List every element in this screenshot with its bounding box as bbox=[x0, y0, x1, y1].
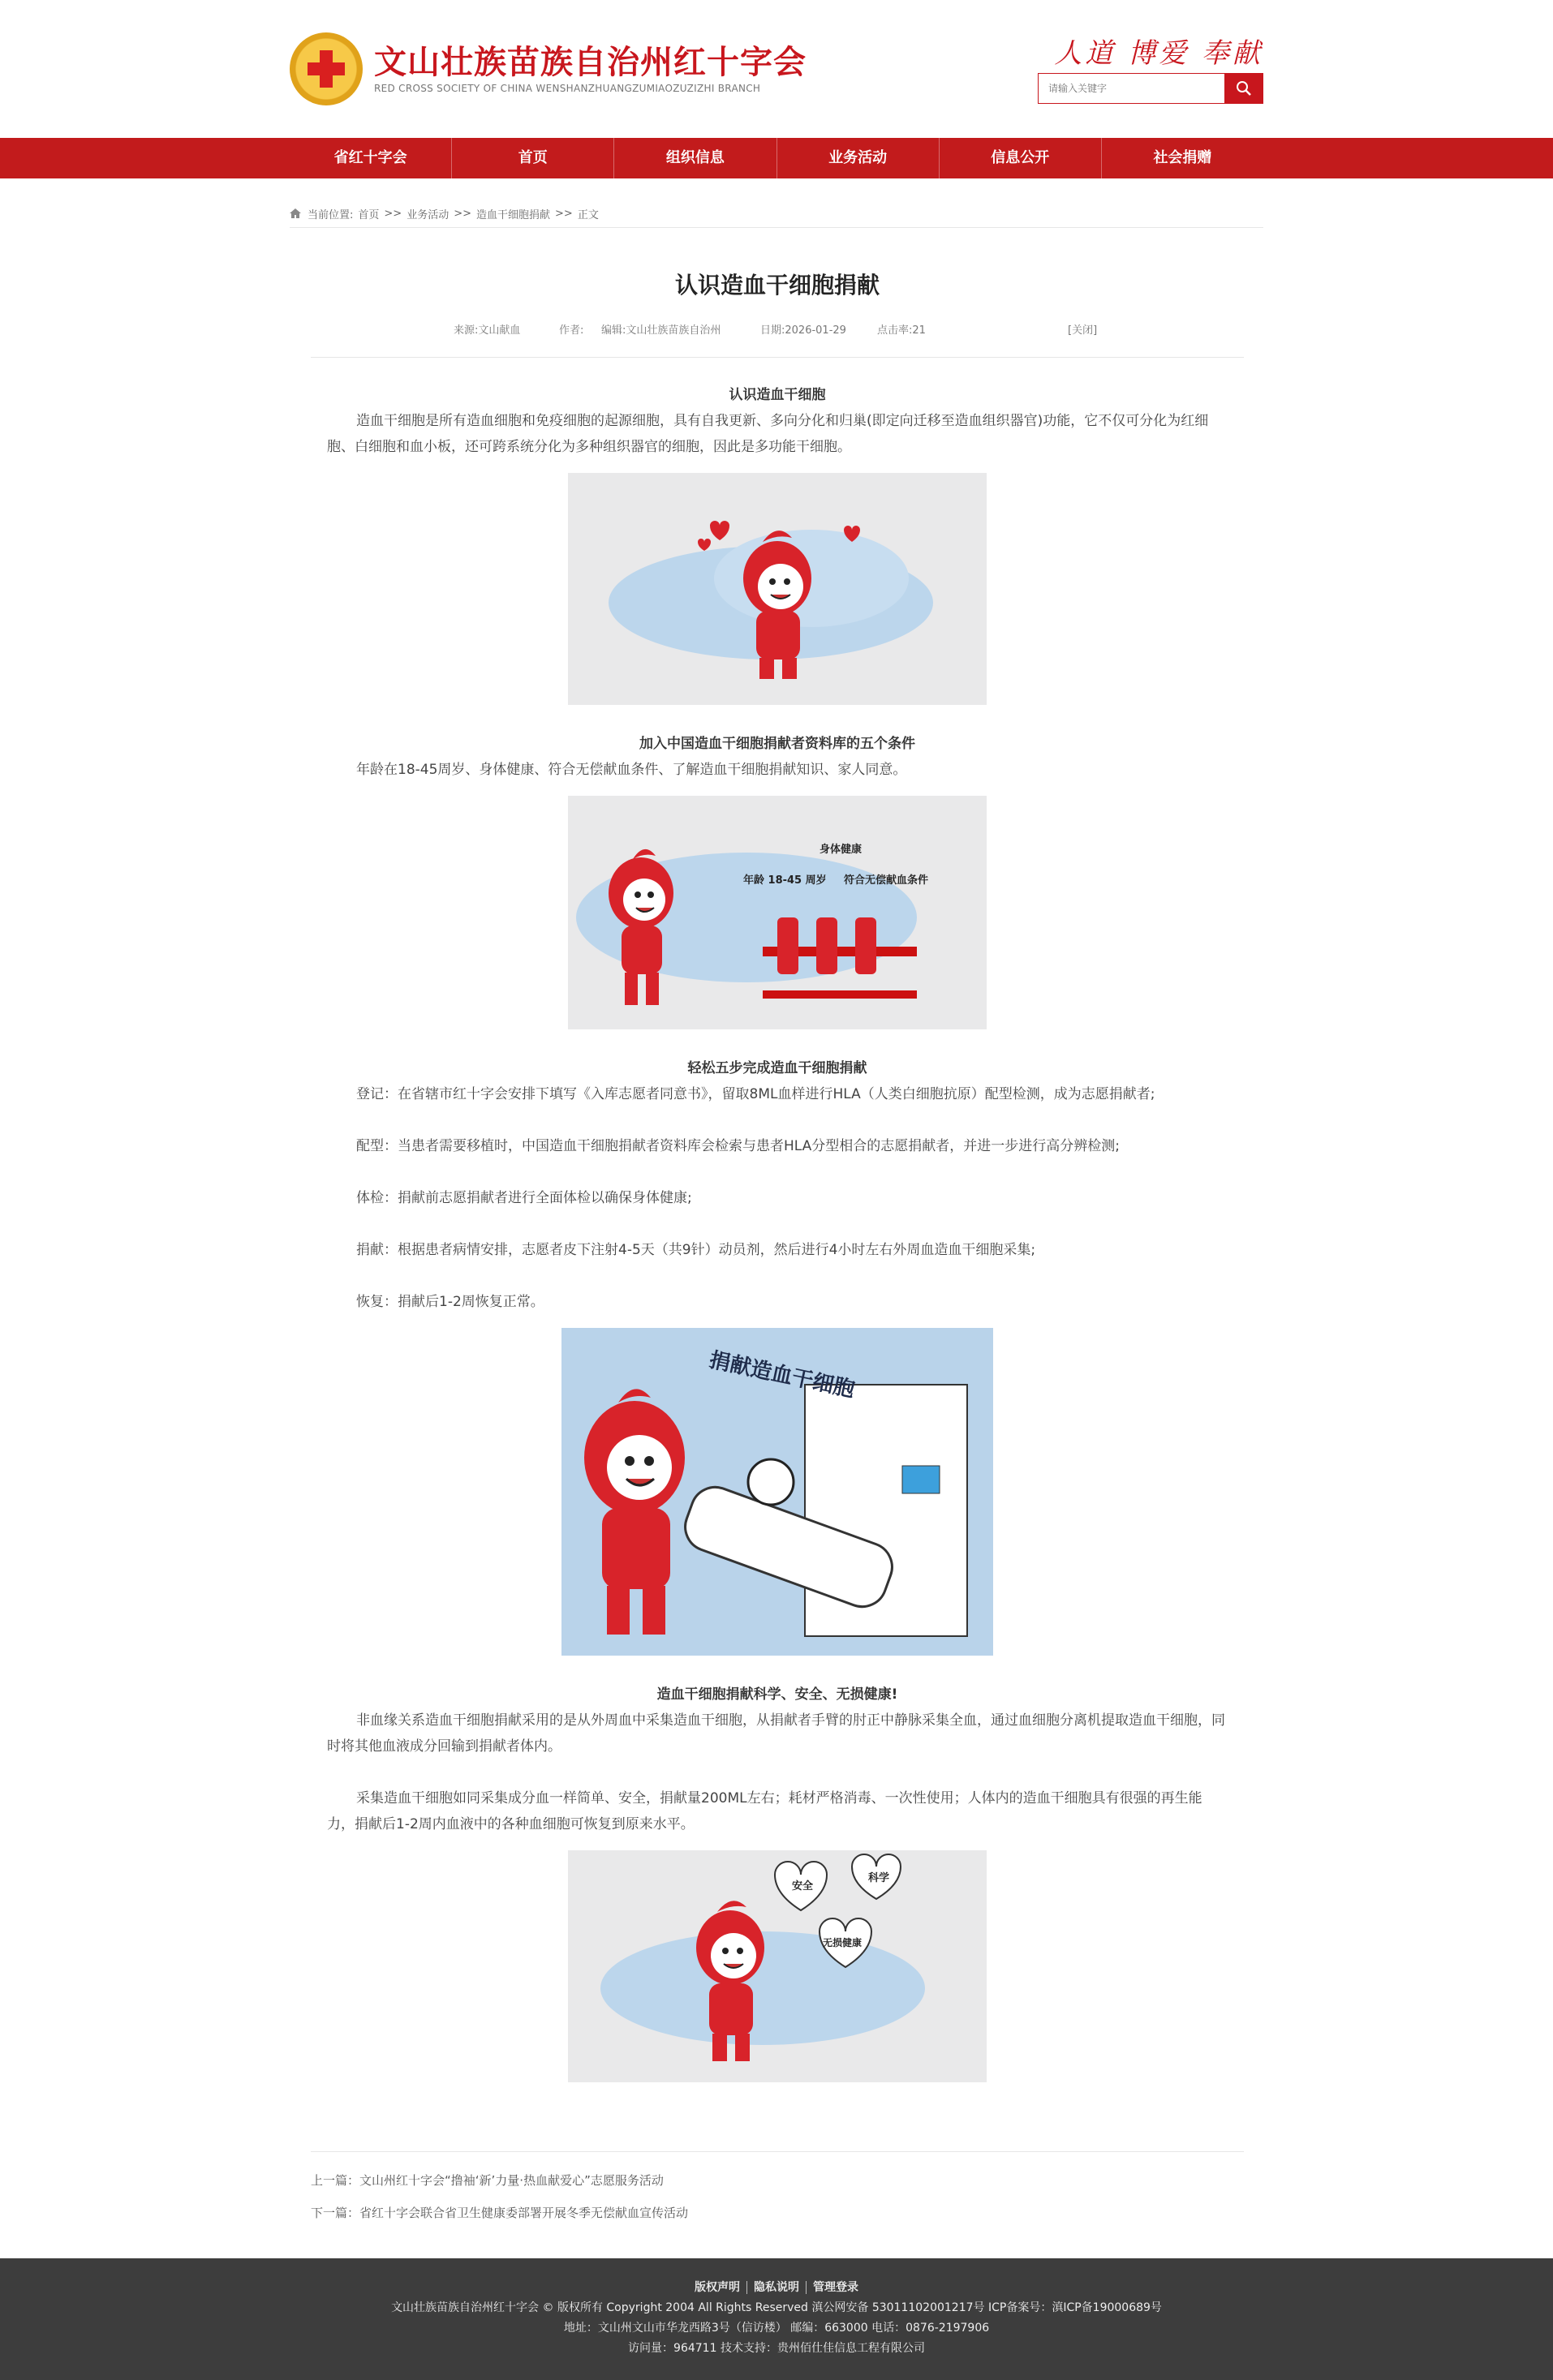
article bbox=[311, 227, 1244, 2082]
article-author: 作者: bbox=[559, 324, 584, 337]
section-heading: 轻松五步完成造血干细胞捐献 bbox=[687, 1060, 867, 1076]
footer-link-privacy[interactable]: 隐私说明 bbox=[747, 2281, 807, 2294]
search-box bbox=[1038, 73, 1263, 104]
label-health: 身体健康 bbox=[820, 844, 863, 856]
footer-visits: 访问量：964711 技术支持：贵州佰仕佳信息工程有限公司 bbox=[628, 2342, 925, 2355]
article-editor: 编辑:文山壮族苗族自治州 bbox=[601, 324, 721, 337]
slogan: 人道 博爱 奉献 bbox=[1054, 37, 1263, 70]
paragraph: 配型：当患者需要移植时，中国造血干细胞捐献者资料库会检索与患者HLA分型相合的志愿捐献者，并进一步进行高分辨检测; bbox=[356, 1138, 1120, 1154]
donation-illustration-image bbox=[561, 1328, 993, 1656]
breadcrumb-business[interactable]: 业务活动 bbox=[407, 208, 450, 221]
prev-article-link[interactable]: 上一篇：文山州红十字会“撸袖‘新’力量·热血献爱心”志愿服务活动 bbox=[311, 2173, 664, 2188]
label-blood: 符合无偿献血条件 bbox=[844, 874, 929, 887]
breadcrumb bbox=[290, 200, 1263, 228]
search-button[interactable] bbox=[1224, 73, 1263, 104]
breadcrumb-sep: >> bbox=[384, 207, 402, 220]
paragraph: 捐献：根据患者病情安排，志愿者皮下注射4-5天（共9针）动员剂，然后进行4小时左右外周血造血干细胞采集; bbox=[356, 1242, 1036, 1258]
paragraph: 非血缘关系造血干细胞捐献采用的是从外周血中采集造血干细胞，从捐献者手臂的肘正中静脉采集全血，通过血细胞分离机提取造血干细胞，同时将其他血液成分回输到捐献者体内。 bbox=[327, 1712, 1225, 1755]
mascot-image-safe bbox=[568, 1850, 987, 2082]
footer-link-copyright[interactable]: 版权声明 bbox=[688, 2281, 747, 2294]
paragraph: 体检：捐献前志愿捐献者进行全面体检以确保身体健康; bbox=[356, 1190, 692, 1206]
nav-item-donation[interactable]: 社会捐赠 bbox=[1153, 149, 1212, 166]
breadcrumb-sep: >> bbox=[454, 207, 472, 220]
breadcrumb-current: 正文 bbox=[577, 208, 599, 221]
nav-item-home[interactable]: 首页 bbox=[452, 138, 614, 178]
paragraph: 年龄在18-45周岁、身体健康、符合无偿献血条件、了解造血干细胞捐献知识、家人同意。 bbox=[356, 762, 907, 778]
footer-copyright: 文山壮族苗族自治州红十字会 © 版权所有 Copyright 2004 All Rights Reserved 滇公网安备 53011102001217号 ICP备案号：滇ICP备19000689号 bbox=[391, 2301, 1162, 2314]
org-name-cn: 文山壮族苗族自治州红十字会 bbox=[374, 44, 807, 81]
label-harmless: 无损健康 bbox=[823, 1937, 863, 1948]
label-science: 科学 bbox=[868, 1872, 890, 1884]
footer-links bbox=[0, 2258, 1553, 2298]
breadcrumb-home[interactable]: 首页 bbox=[358, 208, 380, 221]
article-date: 日期:2026-01-29 bbox=[760, 324, 846, 337]
paragraph: 采集造血干细胞如同采集成分血一样简单、安全，捐献量200ML左右；耗材严格消毒、一次性使用；人体内的造血干细胞具有很强的再生能力，捐献后1-2周内血液中的各种血细胞可恢复到原来水平。 bbox=[327, 1790, 1202, 1832]
article-source: 来源:文山献血 bbox=[454, 324, 521, 337]
nav-item-disclosure[interactable]: 信息公开 bbox=[940, 138, 1102, 178]
site-header bbox=[290, 0, 1263, 138]
next-article-link[interactable]: 下一篇：省红十字会联合省卫生健康委部署开展冬季无偿献血宣传活动 bbox=[311, 2206, 689, 2220]
article-hits: 点击率:21 bbox=[877, 324, 926, 337]
paragraph: 登记：在省辖市红十字会安排下填写《入库志愿者同意书》，留取8ML血样进行HLA（人类白细胞抗原）配型检测，成为志愿捐献者; bbox=[356, 1086, 1155, 1102]
nav-item-province-red-cross[interactable]: 省红十字会 bbox=[290, 138, 452, 178]
article-content bbox=[311, 358, 1244, 2082]
article-meta bbox=[311, 321, 1244, 358]
section-heading: 造血干细胞捐献科学、安全、无损健康! bbox=[656, 1686, 898, 1703]
nav-item-organization[interactable]: 组织信息 bbox=[614, 138, 776, 178]
paragraph: 恢复：捐献后1-2周恢复正常。 bbox=[356, 1294, 544, 1310]
search-input[interactable] bbox=[1038, 73, 1224, 104]
main-nav bbox=[0, 138, 1553, 178]
red-cross-emblem-icon bbox=[290, 32, 363, 105]
label-safe: 安全 bbox=[792, 1880, 814, 1892]
breadcrumb-label: 当前位置: bbox=[308, 208, 354, 221]
illustration-label: 捐献造血干细胞 bbox=[707, 1347, 857, 1403]
search-icon bbox=[1236, 80, 1252, 97]
breadcrumb-stem-cell[interactable]: 造血干细胞捐献 bbox=[476, 208, 551, 221]
org-name-en: RED CROSS SOCIETY OF CHINA WENSHANZHUANGZUMIAOZUZIZHI BRANCH bbox=[374, 83, 761, 94]
section-heading: 认识造血干细胞 bbox=[729, 387, 826, 403]
close-link[interactable]: [关闭] bbox=[1068, 324, 1098, 337]
site-footer bbox=[0, 2258, 1553, 2380]
label-age: 年龄 18-45 周岁 bbox=[743, 874, 827, 887]
footer-address: 地址：文山州文山市华龙西路3号（信访楼） 邮编：663000 电话：0876-2197906 bbox=[563, 2322, 990, 2335]
mascot-image-hearts bbox=[568, 473, 987, 705]
home-icon bbox=[290, 208, 301, 218]
nav-item-business[interactable]: 业务活动 bbox=[777, 138, 940, 178]
footer-link-admin-login[interactable]: 管理登录 bbox=[813, 2281, 858, 2294]
paragraph: 造血干细胞是所有造血细胞和免疫细胞的起源细胞，具有自我更新、多向分化和归巢(即定向迁移至造血组织器官)功能，它不仅可分化为红细胞、白细胞和血小板，还可跨系统分化为多种组织器官的细胞，因此是多功能干细胞。 bbox=[327, 413, 1209, 455]
section-heading: 加入中国造血干细胞捐献者资料库的五个条件 bbox=[639, 736, 915, 752]
article-title: 认识造血干细胞捐献 bbox=[674, 272, 880, 299]
article-pager bbox=[311, 2151, 1244, 2236]
site-logo[interactable] bbox=[290, 32, 807, 105]
breadcrumb-sep: >> bbox=[555, 207, 573, 220]
mascot-image-conditions bbox=[568, 796, 987, 1029]
